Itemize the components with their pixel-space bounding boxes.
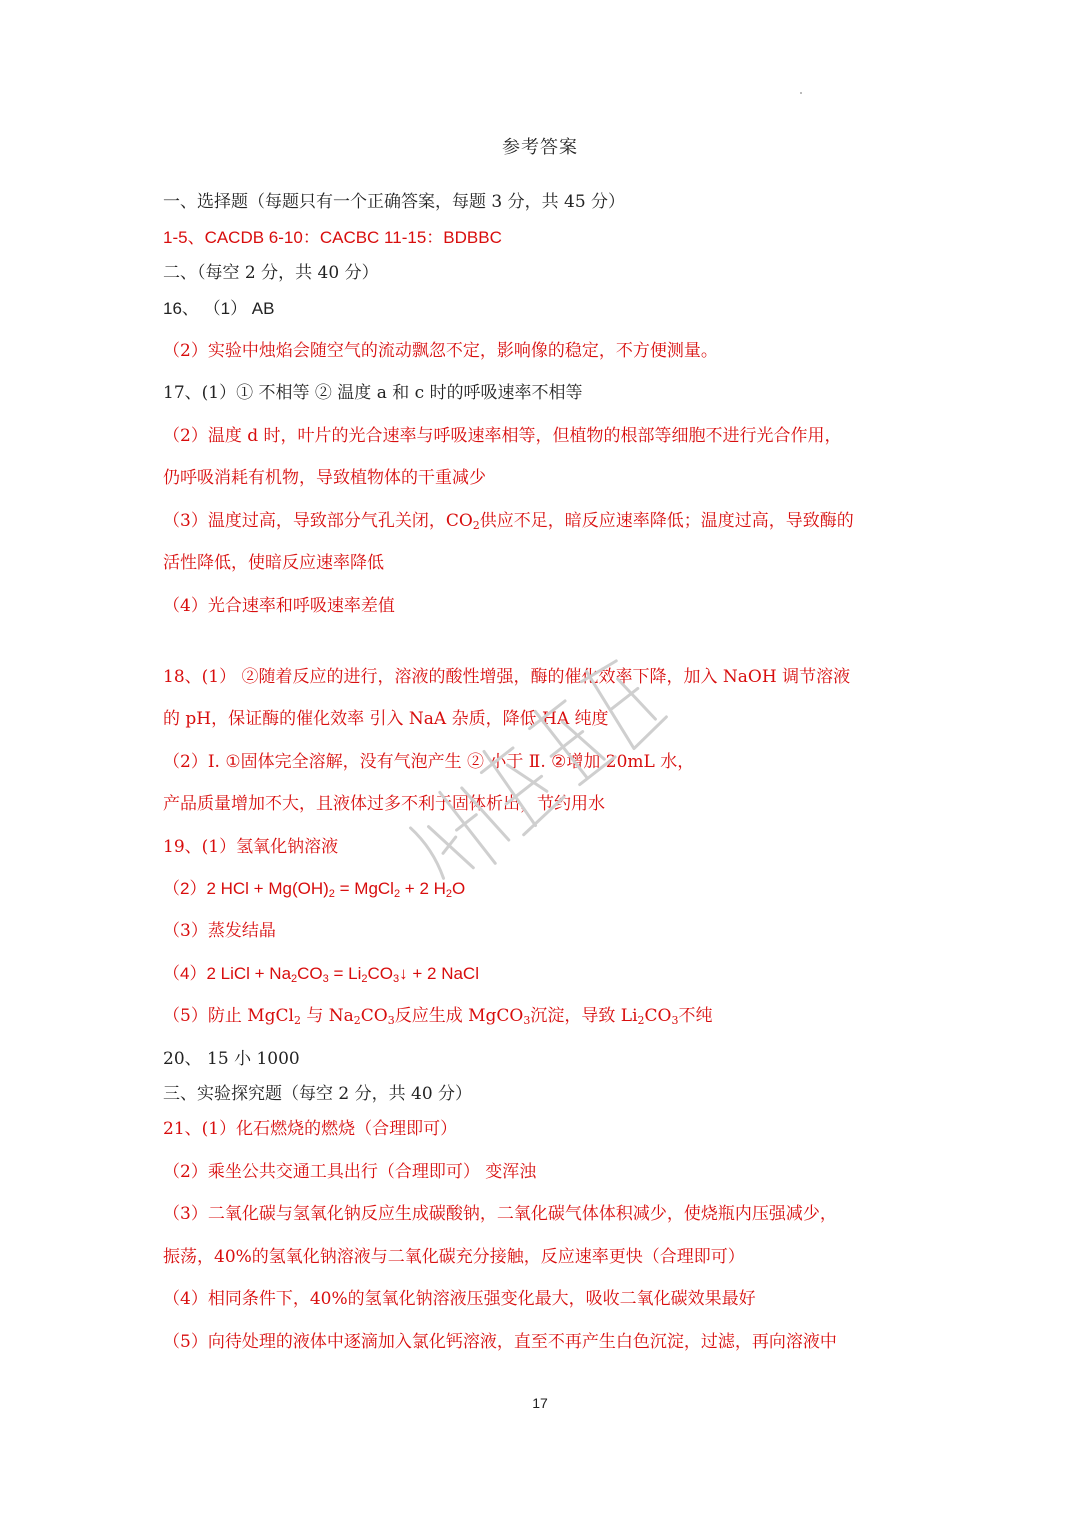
answer-q17-4: （4）光合速率和呼吸速率差值: [163, 596, 395, 616]
q17-3a-post: 供应不足，暗反应速率降低；温度过高，导致酶的: [479, 511, 854, 531]
answer-q17-2b: 仍呼吸消耗有机物，导致植物体的干重减少: [163, 468, 486, 488]
q19-4-e: ↓ + 2 NaCl: [399, 964, 479, 983]
q19-5-d: 反应生成 MgCO: [394, 1006, 524, 1026]
q19-2-sub3: 2: [445, 888, 453, 900]
section-heading-choice: 一、选择题（每题只有一个正确答案，每题 3 分，共 45 分）: [163, 192, 626, 212]
speck: [800, 92, 802, 94]
q19-4-b: CO: [297, 964, 323, 983]
answer-q21-4: （4）相同条件下，40%的氢氧化钠溶液压强变化最大，吸收二氧化碳效果最好: [163, 1289, 756, 1309]
q19-4-d: CO: [367, 964, 394, 983]
q19-4-sub2: 3: [322, 973, 329, 985]
q19-5-sub4: 3: [523, 1014, 531, 1027]
answer-q17-1: 17、(1）① 不相等 ② 温度 a 和 c 时的呼吸速率不相等: [163, 383, 583, 403]
q19-2-c: + 2 H: [400, 879, 446, 898]
q19-4-c: = Li: [328, 964, 362, 983]
answer-q17-2a: （2）温度 d 时，叶片的光合速率与呼吸速率相等，但植物的根部等细胞不进行光合作用，: [163, 426, 842, 446]
answer-q18-2b: 产品质量增加不大，且液体过多不利于固体析出，节约用水: [163, 794, 605, 814]
answer-q16-1-text: 16、 （1） AB: [163, 299, 275, 318]
answer-q19-5: [163, 1004, 712, 1033]
answer-q18-2a: （2）I. ①固体完全溶解，没有气泡产生 ② 小于 Ⅱ. ②增加 20mL 水，: [163, 752, 695, 772]
q19-5-sub5: 2: [637, 1014, 645, 1027]
answer-q16-1: [163, 297, 275, 321]
q19-5-b: 与 Na: [300, 1006, 354, 1026]
answer-q19-4: [163, 962, 479, 991]
q19-2-d: O: [452, 879, 466, 898]
page-title: 参考答案: [502, 137, 578, 158]
q19-4-sub1: 2: [291, 973, 298, 985]
q19-5-sub2: 2: [353, 1014, 361, 1027]
section-heading-fill: 二、（每空 2 分，共 40 分）: [163, 263, 379, 283]
answer-q17-3b: 活性降低，使暗反应速率降低: [163, 553, 384, 573]
answer-q19-3: （3）蒸发结晶: [163, 921, 276, 941]
answer-q21-3b: 振荡，40%的氢氧化钠溶液与二氧化碳充分接触，反应速率更快（合理即可）: [163, 1247, 745, 1267]
q19-5-a: （5）防止 MgCl: [163, 1006, 294, 1026]
q19-5-g: 不纯: [678, 1006, 713, 1026]
answer-q18-1a: 18、(1） ②随着反应的进行，溶液的酸性增强，酶的催化效率下降，加入 NaOH 调节溶液: [163, 667, 851, 687]
answer-q19-1: 19、(1）氢氧化钠溶液: [163, 837, 339, 857]
answer-mc: 1-5、CACDB 6-10：CACBC 11-15：BDBBC: [163, 228, 502, 247]
page-number: 17: [532, 1395, 548, 1411]
q19-5-f: CO: [644, 1006, 672, 1026]
q19-4-a: （4）2 LiCl + Na: [163, 964, 292, 983]
q19-5-sub1: 2: [293, 1014, 301, 1027]
answer-q18-1b: 的 pH，保证酶的催化效率 引入 NaA 杂质，降低 HA 纯度: [163, 709, 609, 729]
q19-2-b: = MgCl: [334, 879, 394, 898]
q19-5-c: CO: [360, 1006, 388, 1026]
q17-3a-pre: （3）温度过高，导致部分气孔关闭，CO: [163, 511, 473, 531]
answer-q21-5: （5）向待处理的液体中逐滴加入氯化钙溶液，直至不再产生白色沉淀，过滤，再向溶液中: [163, 1332, 837, 1352]
q19-4-sub4: 3: [393, 973, 400, 985]
answer-q17-3a: [163, 509, 854, 538]
q19-4-sub3: 2: [361, 973, 368, 985]
q19-5-sub6: 3: [671, 1014, 679, 1027]
answer-q21-3a: （3）二氧化碳与氢氧化钠反应生成碳酸钠，二氧化碳气体体积减少，使烧瓶内压强减少，: [163, 1204, 837, 1224]
section-heading-experiment: 三、实验探究题（每空 2 分，共 40 分）: [163, 1084, 473, 1104]
q19-5-sub3: 3: [387, 1014, 395, 1027]
q17-3a-sub: 2: [472, 519, 480, 532]
q19-2-sub1: 2: [328, 888, 335, 900]
answer-q21-1: 21、(1）化石燃烧的燃烧（合理即可）: [163, 1119, 458, 1139]
answer-q16-2: （2）实验中烛焰会随空气的流动飘忽不定，影响像的稳定，不方便测量。: [163, 341, 718, 361]
answer-q21-2: （2）乘坐公共交通工具出行（合理即可） 变浑浊: [163, 1162, 537, 1182]
q19-2-sub2: 2: [393, 888, 401, 900]
answer-q20: 20、 15 小 1000: [163, 1049, 300, 1069]
q19-2-a: （2）2 HCl + Mg(OH): [163, 879, 329, 898]
answer-q19-2: [163, 877, 465, 906]
q19-5-e: 沉淀，导致 Li: [530, 1006, 638, 1026]
